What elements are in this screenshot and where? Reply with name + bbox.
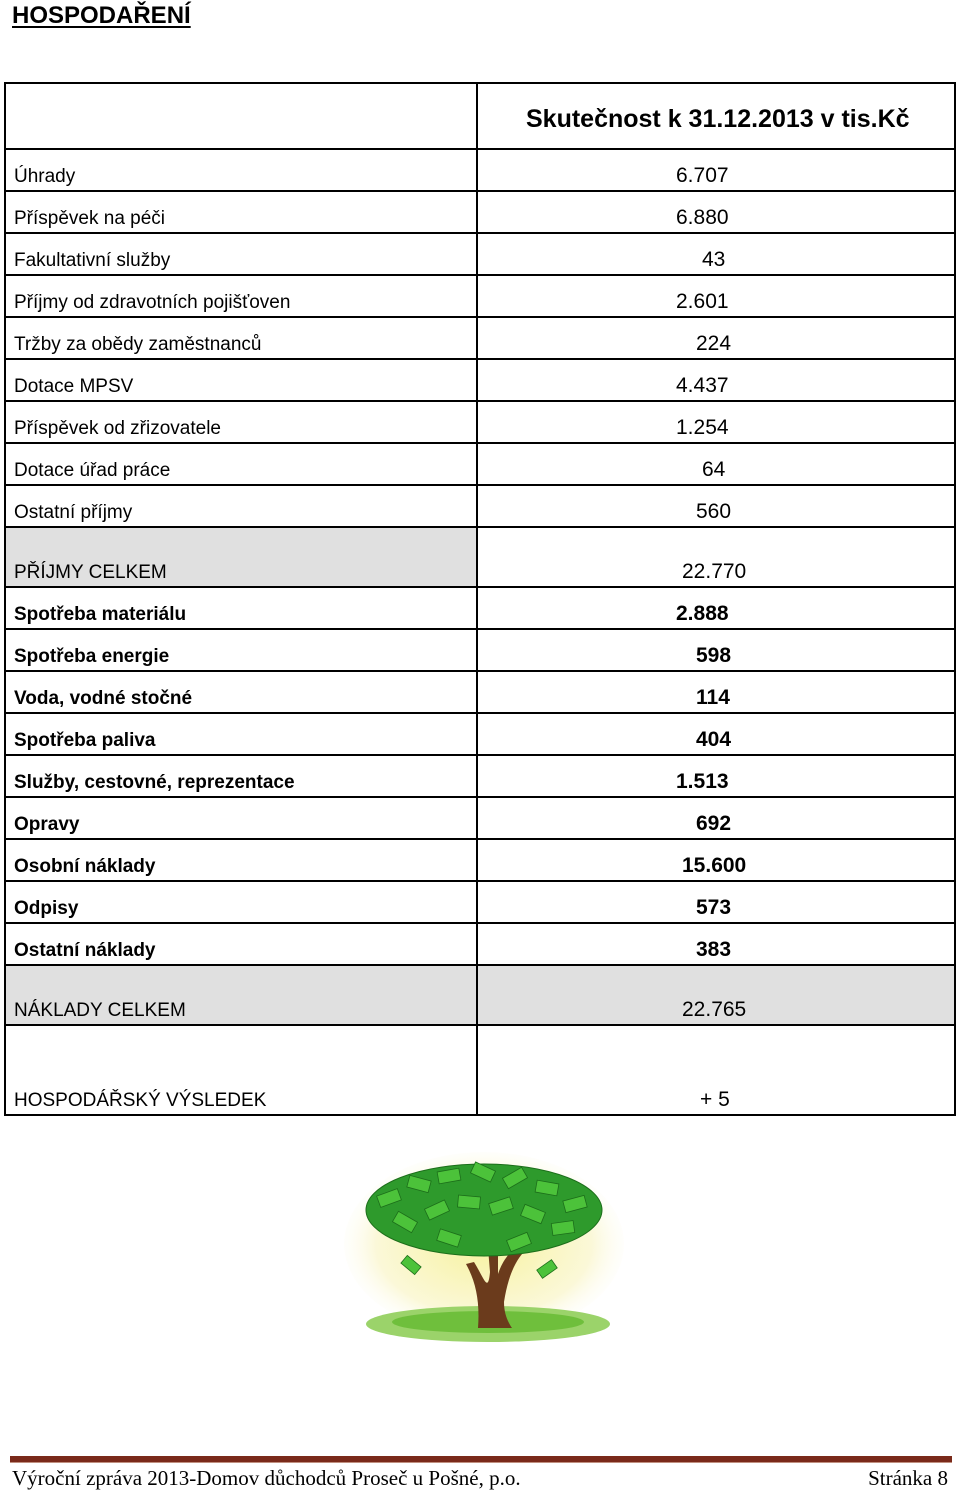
table-row — [6, 880, 954, 922]
income-total-value: 22.770 — [478, 528, 954, 586]
income-total-label: PŘÍJMY CELKEM — [6, 528, 478, 586]
footer-page-number: Stránka 8 — [868, 1466, 948, 1490]
table-row — [6, 484, 954, 526]
table-row — [6, 274, 954, 316]
row-label: Služby, cestovné, reprezentace — [6, 756, 478, 796]
row-label: Ostatní příjmy — [6, 486, 478, 526]
row-label: Odpisy — [6, 882, 478, 922]
table-row — [6, 838, 954, 880]
result-row — [6, 1024, 954, 1114]
table-row — [6, 796, 954, 838]
footer-divider — [10, 1456, 952, 1463]
table-row — [6, 190, 954, 232]
row-value: 224 — [696, 332, 732, 355]
row-value: 6.707 — [676, 164, 729, 187]
financial-table — [4, 82, 956, 1116]
row-value: 573 — [696, 896, 732, 919]
expenses-total-value: 22.765 — [682, 998, 747, 1021]
row-value: 6.880 — [676, 206, 729, 229]
row-value: 4.437 — [676, 374, 729, 397]
row-label: Opravy — [6, 798, 478, 838]
table-row — [6, 670, 954, 712]
row-label: Ostatní náklady — [6, 924, 478, 964]
row-label: Spotřeba energie — [6, 630, 478, 670]
row-value: 15.600 — [682, 854, 747, 877]
row-value: 2.601 — [676, 290, 729, 313]
expenses-total-label: NÁKLADY CELKEM — [6, 966, 478, 1024]
row-label: Fakultativní služby — [6, 234, 478, 274]
row-label: Dotace úřad práce — [6, 444, 478, 484]
table-header-row — [6, 84, 954, 148]
table-row — [6, 922, 954, 964]
table-row — [6, 232, 954, 274]
row-value: 598 — [696, 644, 732, 667]
page-title: HOSPODAŘENÍ — [12, 2, 191, 29]
money-tree-illustration — [338, 1152, 630, 1348]
row-value: 2.888 — [676, 602, 729, 625]
income-total-row — [6, 526, 954, 586]
row-label: Spotřeba materiálu — [6, 588, 478, 628]
table-row — [6, 358, 954, 400]
row-label: Tržby za obědy zaměstnanců — [6, 318, 478, 358]
header-empty-cell — [6, 84, 478, 148]
table-row — [6, 148, 954, 190]
row-label: Voda, vodné stočné — [6, 672, 478, 712]
footer-document-title: Výroční zpráva 2013-Domov důchodců Proseč u Pošné, p.o. — [12, 1466, 521, 1490]
table-row — [6, 628, 954, 670]
table-row — [6, 316, 954, 358]
table-row — [6, 586, 954, 628]
table-row — [6, 754, 954, 796]
row-value: 43 — [702, 248, 726, 271]
row-label: Příspěvek od zřizovatele — [6, 402, 478, 442]
row-value: 64 — [702, 458, 726, 481]
result-label: HOSPODÁŘSKÝ VÝSLEDEK — [6, 1026, 478, 1114]
row-value: 692 — [696, 812, 732, 835]
table-row — [6, 712, 954, 754]
row-label: Spotřeba paliva — [6, 714, 478, 754]
row-value: 560 — [696, 500, 732, 523]
row-value: 404 — [696, 728, 732, 751]
row-value: 1.254 — [676, 416, 729, 439]
row-label: Dotace MPSV — [6, 360, 478, 400]
row-label: Úhrady — [6, 150, 478, 190]
row-value: 1.513 — [676, 770, 729, 793]
row-label: Osobní náklady — [6, 840, 478, 880]
expenses-total-row — [6, 964, 954, 1024]
row-label: Příjmy od zdravotních pojišťoven — [6, 276, 478, 316]
row-value: 383 — [696, 938, 732, 961]
column-header: Skutečnost k 31.12.2013 v tis.Kč — [526, 105, 910, 133]
row-label: Příspěvek na péči — [6, 192, 478, 232]
table-row — [6, 400, 954, 442]
row-value: 114 — [696, 686, 730, 709]
table-row — [6, 442, 954, 484]
result-value: + 5 — [700, 1088, 730, 1111]
